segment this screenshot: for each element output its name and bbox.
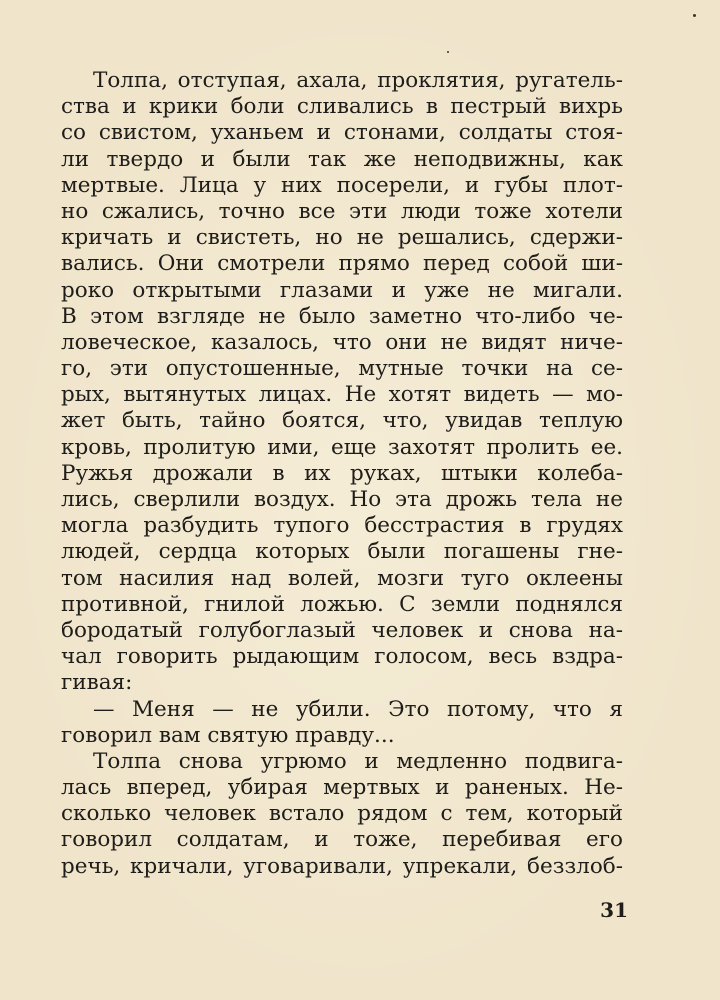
ink-speck — [693, 14, 696, 17]
text-line: лись, сверлили воздух. Но эта дрожь тела не — [61, 487, 623, 512]
text-line: кричать и свистеть, но не решались, сдержи- — [61, 225, 623, 251]
text-line: говорил солдатам, и тоже, перебивая его — [61, 827, 623, 853]
text-line: ства и крики боли сливались в пестрый вихрь — [61, 94, 623, 120]
text-line: ли твердо и были так же неподвижны, как — [61, 146, 623, 172]
text-line: речь, кричали, уговаривали, упрекали, беззлоб- — [61, 853, 623, 879]
text-line: рых, вытянутых лицах. Не хотят видеть — мо- — [61, 382, 623, 408]
text-line: людей, сердца которых были погашены гне- — [61, 539, 623, 565]
text-line: гивая: — [61, 670, 133, 696]
text-line: сколько человек встало рядом с тем, который — [61, 801, 623, 827]
text-line: противной, гнилой ложью. С земли поднялся — [61, 591, 623, 617]
text-line: ловеческое, казалось, что они не видят ниче- — [61, 329, 623, 355]
text-line: могла разбудить тупого бесстрастия в грудях — [61, 513, 623, 539]
text-line: чал говорить рыдающим голосом, весь вздра- — [61, 644, 623, 670]
text-line: мертвые. Лица у них посерели, и губы плот- — [61, 172, 623, 198]
text-line: — Меня — не убили. Это потому, что я — [93, 696, 623, 722]
text-line: лась вперед, убирая мертвых и раненых. Не- — [61, 775, 623, 801]
text-line: кровь, пролитую ими, еще захотят пролить ее. — [61, 434, 623, 460]
text-line: Ружья дрожали в их руках, штыки колеба- — [61, 460, 623, 486]
ink-speck — [447, 51, 449, 53]
text-line: Толпа снова угрюмо и медленно подвига- — [93, 748, 623, 774]
text-line: том насилия над волей, мозги туго оклеены — [61, 565, 623, 591]
text-line: Толпа, отступая, ахала, проклятия, ругатель- — [93, 68, 623, 93]
text-line: го, эти опустошенные, мутные точки на се- — [61, 356, 623, 382]
page-number: 31 — [600, 898, 628, 922]
text-line: но сжались, точно все эти люди тоже хотели — [61, 198, 623, 224]
text-line: бородатый голубоглазый человек и снова на- — [61, 617, 623, 643]
text-line: вались. Они смотрели прямо перед собой ши- — [61, 251, 623, 277]
page-text — [61, 68, 623, 880]
text-line: В этом взгляде не было заметно что-либо че- — [61, 303, 623, 329]
text-line: жет быть, тайно боятся, что, увидав теплую — [61, 408, 623, 434]
text-line: говорил вам святую правду... — [61, 722, 395, 748]
text-line: роко открытыми глазами и уже не мигали. — [61, 277, 623, 303]
text-line: со свистом, уханьем и стонами, солдаты стоя- — [61, 120, 623, 146]
